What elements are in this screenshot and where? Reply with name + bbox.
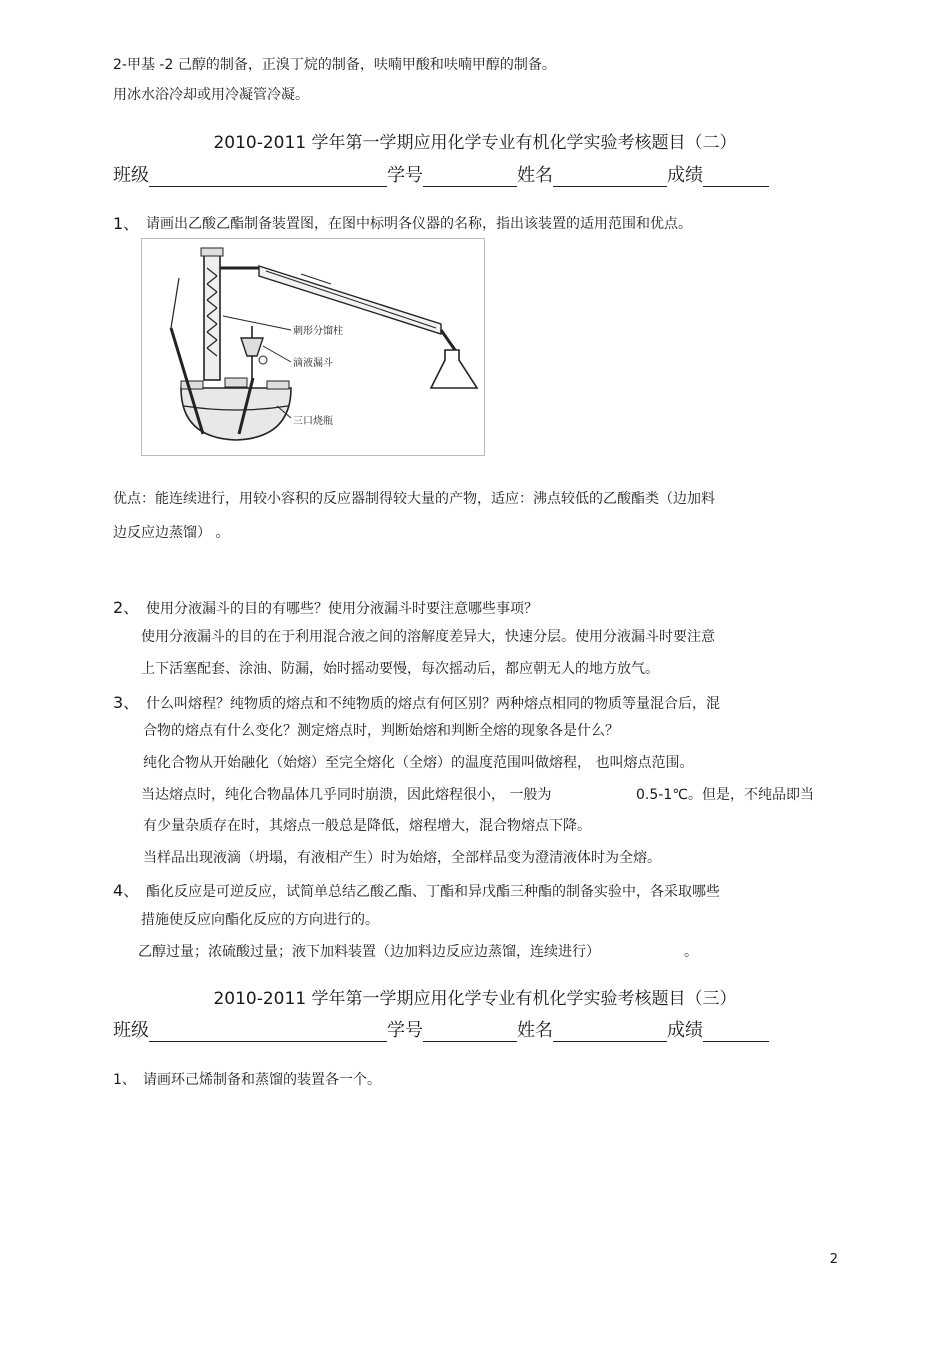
- name-label: 姓名: [517, 1020, 553, 1041]
- answer-text: 。: [684, 944, 698, 960]
- score-blank: [703, 1023, 769, 1042]
- name-label: 姓名: [517, 165, 553, 186]
- id-label: 学号: [387, 1020, 423, 1041]
- question-number: 4、: [113, 881, 140, 900]
- page-number: 2: [829, 1252, 838, 1267]
- exam-title: 2010-2011 学年第一学期应用化学专业有机化学实验考核题目（三）: [213, 989, 737, 1009]
- question-text: 使用分液漏斗的目的有哪些？使用分液漏斗时要注意哪些事项？: [146, 601, 538, 617]
- student-info-line: [113, 1020, 769, 1042]
- question-number: 3、: [113, 693, 140, 712]
- question-text: 什么叫熔程？纯物质的熔点和不纯物质的熔点有何区别？两种熔点相同的物质等量混合后，混: [146, 696, 720, 712]
- answer-text: 0.5-1℃。但是，不纯品即当: [636, 787, 814, 803]
- vigreux-column: [204, 252, 220, 380]
- answer-text: 使用分液漏斗的目的在于利用混合液之间的溶解度差异大，快速分层。使用分液漏斗时要注意: [141, 629, 715, 645]
- question-text: 措施使反应向酯化反应的方向进行的。: [141, 912, 379, 928]
- question-number: 1、: [113, 214, 140, 233]
- score-label: 成绩: [667, 165, 703, 186]
- answer-text: 边反应边蒸馏） 。: [113, 525, 230, 541]
- exam-title: 2010-2011 学年第一学期应用化学专业有机化学实验考核题目（二）: [213, 133, 737, 153]
- id-label: 学号: [387, 165, 423, 186]
- question-number: 1、: [113, 1072, 136, 1088]
- answer-text: 优点：能连续进行，用较小容积的反应器制得较大量的产物，适应：沸点较低的乙酸酯类（边加料: [113, 491, 715, 507]
- class-label: 班级: [113, 165, 149, 186]
- class-label: 班级: [113, 1020, 149, 1041]
- student-info-line: [113, 165, 769, 187]
- score-blank: [703, 168, 769, 187]
- flask-label: 三口烧瓶: [293, 416, 333, 427]
- ester-apparatus-figure: [141, 238, 485, 456]
- text-line: 用冰水浴冷却或用冷凝管冷凝。: [113, 87, 309, 103]
- score-label: 成绩: [667, 1020, 703, 1041]
- answer-text: 当达熔点时，纯化合物晶体几乎同时崩溃，因此熔程很小， 一般为: [141, 787, 552, 803]
- answer-text: 上下活塞配套、涂油、防漏，始时摇动要慢，每次摇动后，都应朝无人的地方放气。: [141, 661, 659, 677]
- text-line: 2-甲基 -2 己醇的制备，正溴丁烷的制备，呋喃甲酸和呋喃甲醇的制备。: [113, 57, 556, 73]
- name-blank: [553, 168, 667, 187]
- name-blank: [553, 1023, 667, 1042]
- column-label: 刺形分馏柱: [293, 326, 343, 337]
- question-text: 请画出乙酸乙酯制备装置图，在图中标明各仪器的名称，指出该装置的适用范围和优点。: [146, 216, 692, 232]
- id-blank: [423, 168, 517, 187]
- question-text: 酯化反应是可逆反应，试简单总结乙酸乙酯、丁酯和异戊酯三种酯的制备实验中，各采取哪些: [146, 884, 720, 900]
- question-number: 2、: [113, 598, 140, 617]
- id-blank: [423, 1023, 517, 1042]
- answer-text: 纯化合物从开始融化（始熔）至完全熔化（全熔）的温度范围叫做熔程， 也叫熔点范围。: [143, 755, 694, 771]
- answer-text: 当样品出现液滴（坍塌，有液相产生）时为始熔，全部样品变为澄清液体时为全熔。: [143, 850, 661, 866]
- question-text: 合物的熔点有什么变化？测定熔点时，判断始熔和判断全熔的现象各是什么？: [143, 723, 619, 739]
- answer-text: 乙醇过量；浓硫酸过量；液下加料装置（边加料边反应边蒸馏，连续进行）: [138, 944, 600, 960]
- class-blank: [149, 168, 387, 187]
- class-blank: [149, 1023, 387, 1042]
- answer-text: 有少量杂质存在时，其熔点一般总是降低，熔程增大，混合物熔点下降。: [143, 818, 591, 834]
- question-text: 请画环己烯制备和蒸馏的装置各一个。: [143, 1072, 381, 1088]
- funnel-label: 滴液漏斗: [293, 358, 333, 369]
